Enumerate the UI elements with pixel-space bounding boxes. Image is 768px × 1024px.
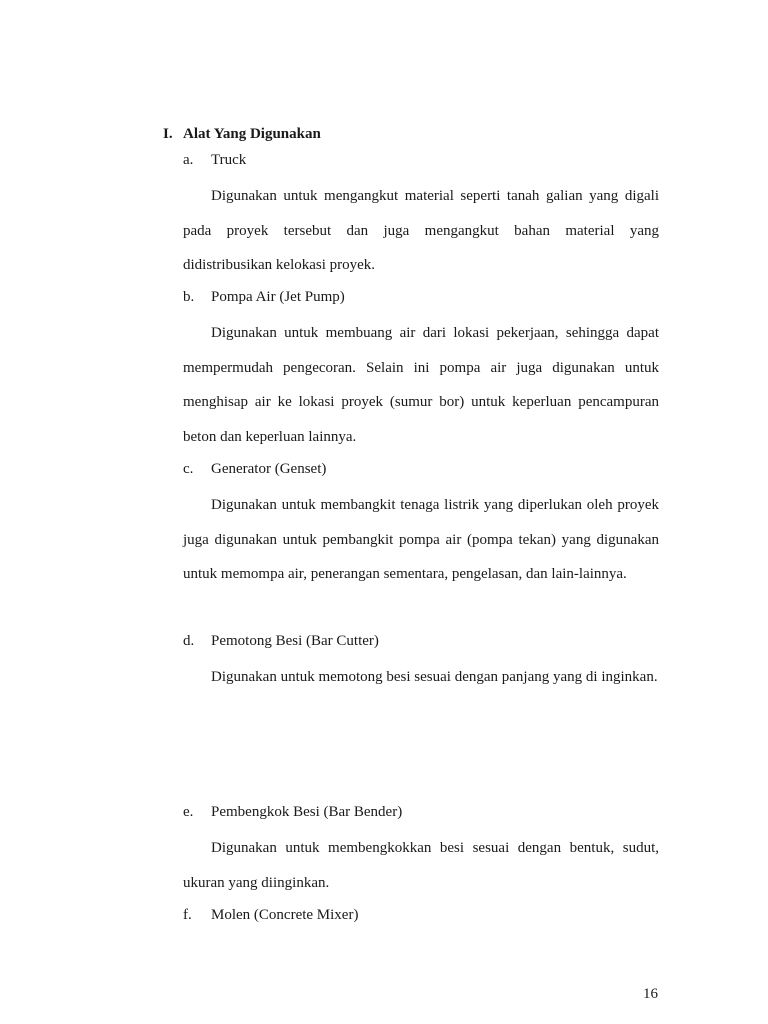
item-description-truck: Digunakan untuk mengangkut material seperti tanah galian yang digali pada proyek tersebut dan juga mengangkut bahan material yang didistribusikan kelokasi proyek. <box>183 188 659 273</box>
item-label-pembengkok-besi <box>183 804 402 821</box>
item-name: Pompa Air (Jet Pump) <box>211 289 345 305</box>
item-description-pompa-air: Digunakan untuk membuang air dari lokasi pekerjaan, sehingga dapat mempermudah pengecoran. Selain ini pompa air juga digunakan untuk menghisap air ke lokasi proyek (sumur bor) untuk keperluan pencampuran beton dan keperluan lainnya. <box>183 325 659 445</box>
item-description-pemotong-besi: Digunakan untuk memotong besi sesuai dengan panjang yang di inginkan. <box>211 669 658 685</box>
item-name: Pemotong Besi (Bar Cutter) <box>211 633 379 649</box>
item-description-generator: Digunakan untuk membangkit tenaga listrik yang diperlukan oleh proyek juga digunakan untuk pembangkit pompa air (pompa tekan) yang digunakan untuk memompa air, penerangan sementara, pengelasan, dan lain-lainnya. <box>183 497 659 582</box>
item-name: Pembengkok Besi (Bar Bender) <box>211 804 403 820</box>
item-letter: e. <box>183 804 194 820</box>
item-letter: a. <box>183 152 194 168</box>
item-name: Generator (Genset) <box>211 461 327 477</box>
item-letter: f. <box>183 907 192 923</box>
section-heading <box>163 126 321 143</box>
item-label-pompa-air <box>183 289 345 306</box>
page-number: 16 <box>643 986 658 1002</box>
item-label-pemotong-besi <box>183 633 379 650</box>
item-name: Truck <box>211 152 247 168</box>
section-title: Alat Yang Digunakan <box>183 126 321 142</box>
item-letter: d. <box>183 633 195 649</box>
item-label-molen <box>183 907 358 924</box>
item-description-pembengkok-besi: Digunakan untuk membengkokkan besi sesuai dengan bentuk, sudut, ukuran yang diinginkan. <box>183 840 659 891</box>
item-label-generator <box>183 461 326 478</box>
item-letter: b. <box>183 289 195 305</box>
item-label-truck <box>183 152 246 169</box>
item-letter: c. <box>183 461 194 477</box>
section-number: I. <box>163 126 173 142</box>
item-name: Molen (Concrete Mixer) <box>211 907 359 923</box>
